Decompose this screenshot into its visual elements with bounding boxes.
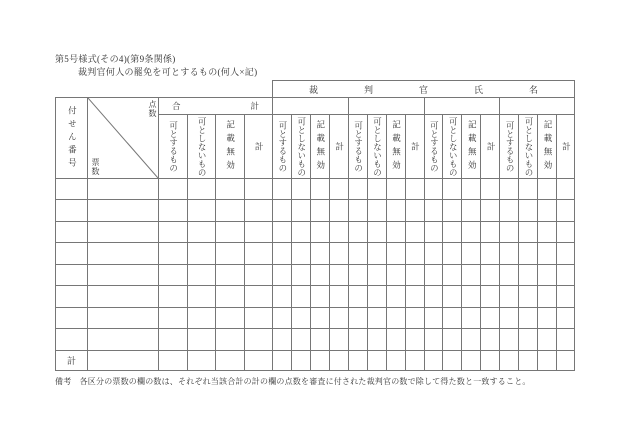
total-row-cell <box>329 350 348 371</box>
body-cell <box>367 242 386 263</box>
tally-column-header <box>348 114 367 178</box>
total-row-cell <box>518 350 537 371</box>
body-cell <box>499 328 518 349</box>
body-cell <box>215 307 244 328</box>
body-cell <box>310 199 329 220</box>
body-cell <box>215 264 244 285</box>
body-cell <box>187 178 216 199</box>
header-char: 氏 <box>473 84 483 95</box>
body-cell <box>244 264 273 285</box>
body-cell <box>480 285 499 306</box>
tally-column-header <box>480 114 499 178</box>
body-cell <box>442 264 461 285</box>
body-cell <box>537 221 556 242</box>
body-cell <box>348 285 367 306</box>
body-cell <box>518 199 537 220</box>
body-cell <box>187 285 216 306</box>
body-cell <box>461 285 480 306</box>
body-cell <box>518 307 537 328</box>
body-cell <box>291 328 310 349</box>
body-cell <box>55 328 87 349</box>
tally-column-label: 計 <box>334 142 345 151</box>
body-cell <box>272 199 291 220</box>
total-row-cell <box>310 350 329 371</box>
body-cell <box>556 242 575 263</box>
body-cell <box>461 242 480 263</box>
body-cell <box>272 328 291 349</box>
tally-column-header <box>537 114 556 178</box>
body-cell <box>405 307 424 328</box>
body-cell <box>329 307 348 328</box>
body-cell <box>55 242 87 263</box>
body-cell <box>405 178 424 199</box>
body-cell <box>244 242 273 263</box>
body-cell <box>556 221 575 242</box>
tally-column-header <box>518 114 537 178</box>
body-cell <box>499 242 518 263</box>
body-cell <box>87 178 158 199</box>
body-cell <box>518 221 537 242</box>
body-cell <box>187 307 216 328</box>
body-cell <box>291 221 310 242</box>
body-cell <box>348 264 367 285</box>
tally-column-header <box>405 114 424 178</box>
body-cell <box>556 199 575 220</box>
body-cell <box>158 242 187 263</box>
body-cell <box>348 328 367 349</box>
body-cell <box>310 328 329 349</box>
tally-column-label: 可としないもの <box>197 116 208 177</box>
tally-column-label: 計 <box>254 142 265 151</box>
body-cell <box>480 328 499 349</box>
tally-column-label: 可とするもの <box>505 121 516 172</box>
tally-column-header <box>310 114 329 178</box>
body-cell <box>461 307 480 328</box>
tally-column-header <box>442 114 461 178</box>
body-cell <box>87 221 158 242</box>
totals-section-header <box>158 97 272 114</box>
body-cell <box>329 199 348 220</box>
body-cell <box>187 221 216 242</box>
body-cell <box>272 221 291 242</box>
body-cell <box>87 242 158 263</box>
tally-column-label: 記載無効 <box>467 119 478 174</box>
body-cell <box>291 285 310 306</box>
tally-column-header <box>556 114 575 178</box>
tally-column-label: 記載無効 <box>315 119 326 174</box>
body-cell <box>272 178 291 199</box>
body-cell <box>386 242 405 263</box>
body-cell <box>187 199 216 220</box>
body-cell <box>424 285 443 306</box>
total-row-cell <box>158 350 187 371</box>
header-char: 判 <box>363 84 373 95</box>
remarks-note: 備考 各区分の票数の欄の数は、それぞれ当該合計の計の欄の点数を審査に付された裁判官の数で除して得た数と一致すること。 <box>55 377 531 386</box>
tally-column-header <box>272 114 291 178</box>
judge-name-cell <box>499 97 575 114</box>
tally-column-header <box>499 114 518 178</box>
body-cell <box>367 199 386 220</box>
tally-column-label: 可とするもの <box>429 121 440 172</box>
body-cell <box>518 285 537 306</box>
body-cell <box>215 221 244 242</box>
judge-name-cell <box>348 97 424 114</box>
body-cell <box>87 328 158 349</box>
body-cell <box>158 264 187 285</box>
body-cell <box>424 178 443 199</box>
fusen-number-label: 付せん番号 <box>67 105 78 171</box>
body-cell <box>480 221 499 242</box>
body-cell <box>556 285 575 306</box>
tally-column-header <box>187 114 216 178</box>
total-row-cell <box>537 350 556 371</box>
body-cell <box>367 307 386 328</box>
body-cell <box>442 178 461 199</box>
body-cell <box>405 242 424 263</box>
judge-name-cell <box>424 97 500 114</box>
body-cell <box>386 264 405 285</box>
body-cell <box>348 242 367 263</box>
body-cell <box>215 328 244 349</box>
body-cell <box>518 328 537 349</box>
body-cell <box>386 178 405 199</box>
body-cell <box>348 199 367 220</box>
body-cell <box>272 242 291 263</box>
body-cell <box>158 199 187 220</box>
body-cell <box>291 199 310 220</box>
body-cell <box>424 199 443 220</box>
body-cell <box>158 221 187 242</box>
body-cell <box>310 285 329 306</box>
body-cell <box>291 264 310 285</box>
body-cell <box>499 199 518 220</box>
total-row-cell <box>187 350 216 371</box>
hyosu-label: 票数 <box>91 158 100 176</box>
tally-column-header <box>244 114 273 178</box>
judges-section-header <box>272 80 575 97</box>
body-cell <box>556 264 575 285</box>
body-cell <box>244 178 273 199</box>
total-row-cell <box>424 350 443 371</box>
body-cell <box>215 178 244 199</box>
header-char: 官 <box>418 84 428 95</box>
body-cell <box>556 178 575 199</box>
body-cell <box>499 221 518 242</box>
body-cell <box>367 221 386 242</box>
body-cell <box>537 285 556 306</box>
header-char: 裁 <box>309 84 319 95</box>
body-cell <box>386 307 405 328</box>
body-cell <box>461 328 480 349</box>
body-cell <box>367 178 386 199</box>
body-cell <box>215 285 244 306</box>
total-row-cell <box>499 350 518 371</box>
total-row-cell <box>215 350 244 371</box>
body-cell <box>215 199 244 220</box>
body-cell <box>310 242 329 263</box>
body-cell <box>461 221 480 242</box>
body-cell <box>87 264 158 285</box>
tally-column-label: 可としないもの <box>448 116 459 177</box>
body-cell <box>158 178 187 199</box>
body-cell <box>329 221 348 242</box>
body-cell <box>244 285 273 306</box>
body-cell <box>480 264 499 285</box>
body-cell <box>537 242 556 263</box>
tally-column-label: 可とするもの <box>168 121 179 172</box>
tally-column-label: 計 <box>410 142 421 151</box>
tally-column-label: 記載無効 <box>225 119 236 174</box>
total-row-cell <box>87 350 158 371</box>
tally-column-label: 記載無効 <box>391 119 402 174</box>
body-cell <box>537 328 556 349</box>
body-cell <box>480 307 499 328</box>
total-row-cell <box>244 350 273 371</box>
body-cell <box>499 307 518 328</box>
body-cell <box>310 307 329 328</box>
body-cell <box>348 221 367 242</box>
total-row-cell <box>480 350 499 371</box>
body-cell <box>55 264 87 285</box>
body-cell <box>329 264 348 285</box>
body-cell <box>442 221 461 242</box>
body-cell <box>55 285 87 306</box>
tensu-label: 点数 <box>148 100 157 118</box>
body-cell <box>424 328 443 349</box>
body-cell <box>244 307 273 328</box>
total-row-cell <box>348 350 367 371</box>
body-cell <box>499 178 518 199</box>
body-cell <box>442 328 461 349</box>
body-cell <box>537 307 556 328</box>
body-cell <box>158 307 187 328</box>
tally-column-label: 可としないもの <box>524 116 535 177</box>
body-cell <box>310 264 329 285</box>
body-cell <box>55 178 87 199</box>
body-cell <box>367 285 386 306</box>
body-cell <box>158 285 187 306</box>
body-cell <box>424 242 443 263</box>
body-cell <box>244 328 273 349</box>
body-cell <box>461 199 480 220</box>
tally-column-header <box>215 114 244 178</box>
tally-column-header <box>424 114 443 178</box>
body-cell <box>55 221 87 242</box>
fusen-number-header-cell <box>55 97 87 178</box>
total-row-cell <box>556 350 575 371</box>
header-char: 合 <box>172 101 181 111</box>
body-cell <box>405 199 424 220</box>
body-cell <box>405 328 424 349</box>
body-cell <box>187 242 216 263</box>
tally-column-label: 計 <box>561 142 572 151</box>
body-cell <box>386 285 405 306</box>
body-cell <box>461 178 480 199</box>
body-cell <box>480 199 499 220</box>
body-cell <box>386 328 405 349</box>
tally-column-label: 記載無効 <box>542 119 553 174</box>
body-cell <box>424 264 443 285</box>
body-cell <box>187 328 216 349</box>
body-cell <box>329 242 348 263</box>
body-cell <box>499 264 518 285</box>
body-cell <box>518 178 537 199</box>
body-cell <box>329 328 348 349</box>
body-cell <box>272 307 291 328</box>
header-char: 名 <box>528 84 538 95</box>
tally-table <box>55 80 575 371</box>
body-cell <box>442 285 461 306</box>
total-row-cell <box>386 350 405 371</box>
body-cell <box>480 178 499 199</box>
diagonal-header-cell <box>87 97 158 178</box>
body-cell <box>442 199 461 220</box>
body-cell <box>480 242 499 263</box>
body-cell <box>215 242 244 263</box>
tally-column-header <box>367 114 386 178</box>
body-cell <box>329 178 348 199</box>
form-title: 裁判官何人の罷免を可とするもの(何人×記) <box>78 67 258 77</box>
body-cell <box>348 178 367 199</box>
tally-column-header <box>386 114 405 178</box>
tally-column-label: 可としないもの <box>296 116 307 177</box>
total-row-label-cell: 計 <box>55 350 87 371</box>
total-row-cell <box>272 350 291 371</box>
body-cell <box>405 221 424 242</box>
body-cell <box>348 307 367 328</box>
body-cell <box>291 178 310 199</box>
total-row-cell <box>367 350 386 371</box>
body-cell <box>244 199 273 220</box>
body-cell <box>87 199 158 220</box>
body-cell <box>367 328 386 349</box>
body-cell <box>158 328 187 349</box>
body-cell <box>518 242 537 263</box>
body-cell <box>187 264 216 285</box>
total-row-cell <box>405 350 424 371</box>
body-cell <box>244 221 273 242</box>
body-cell <box>405 264 424 285</box>
body-cell <box>386 221 405 242</box>
tally-column-header <box>461 114 480 178</box>
tally-column-label: 可とするもの <box>277 121 288 172</box>
body-cell <box>87 307 158 328</box>
body-cell <box>291 307 310 328</box>
body-cell <box>55 307 87 328</box>
body-cell <box>405 285 424 306</box>
body-cell <box>461 264 480 285</box>
body-cell <box>272 285 291 306</box>
body-cell <box>442 242 461 263</box>
total-row-cell <box>291 350 310 371</box>
body-cell <box>442 307 461 328</box>
body-cell <box>537 264 556 285</box>
body-cell <box>310 221 329 242</box>
tally-column-header <box>291 114 310 178</box>
body-cell <box>518 264 537 285</box>
body-cell <box>55 199 87 220</box>
body-cell <box>424 221 443 242</box>
tally-column-label: 可とするもの <box>353 121 364 172</box>
body-cell <box>537 178 556 199</box>
total-row-cell <box>461 350 480 371</box>
tally-column-header <box>329 114 348 178</box>
header-char: 計 <box>250 101 259 111</box>
tally-column-header <box>158 114 187 178</box>
body-cell <box>329 285 348 306</box>
body-cell <box>556 307 575 328</box>
total-row-cell <box>442 350 461 371</box>
tally-column-label: 可としないもの <box>372 116 383 177</box>
tally-column-label: 計 <box>486 142 497 151</box>
body-cell <box>537 199 556 220</box>
body-cell <box>424 307 443 328</box>
judge-name-cell <box>272 97 348 114</box>
body-cell <box>272 264 291 285</box>
body-cell <box>367 264 386 285</box>
body-cell <box>499 285 518 306</box>
form-number: 第5号様式(その4)(第9条関係) <box>55 54 176 64</box>
body-cell <box>310 178 329 199</box>
body-cell <box>291 242 310 263</box>
body-cell <box>556 328 575 349</box>
body-cell <box>386 199 405 220</box>
body-cell <box>87 285 158 306</box>
